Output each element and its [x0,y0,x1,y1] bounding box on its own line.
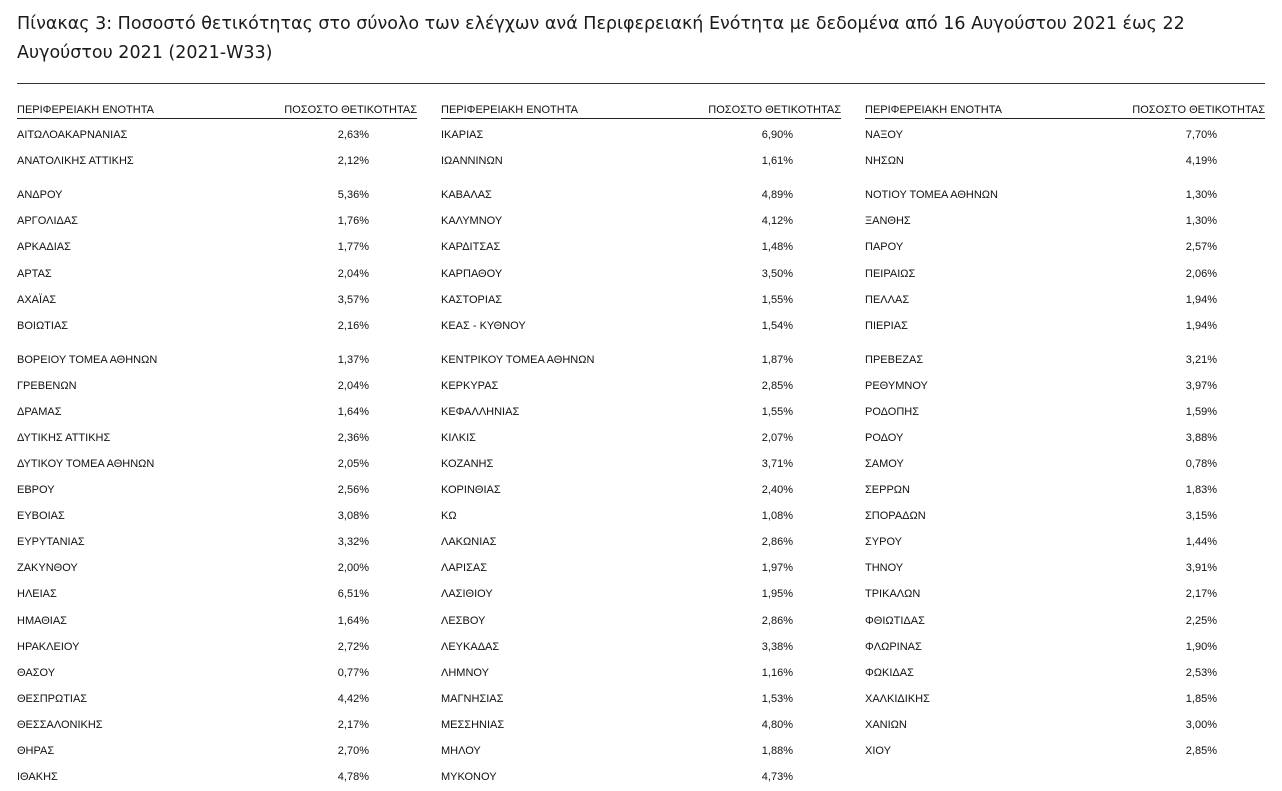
table-row [441,481,841,499]
table-row [441,377,841,395]
region-name: ΘΕΣΣΑΛΟΝΙΚΗΣ [17,719,103,731]
positivity-value: 1,90% [1185,641,1217,653]
table-row [17,429,417,447]
region-name: ΚΑΣΤΟΡΙΑΣ [441,294,503,306]
table-row [441,768,841,786]
table-row [865,351,1265,369]
table-row [865,481,1265,499]
table-row [865,585,1265,603]
region-name: ΝΟΤΙΟΥ ΤΟΜΕΑ ΑΘΗΝΩΝ [865,189,998,201]
region-name: ΙΚΑΡΙΑΣ [441,129,484,141]
table-row [17,533,417,551]
table-row [441,638,841,656]
region-name: ΠΕΛΛΑΣ [865,294,910,306]
positivity-value: 2,57% [1185,241,1217,253]
region-name: ΚΩ [441,510,457,522]
region-name: ΚΟΡΙΝΘΙΑΣ [441,484,501,496]
region-name: ΙΘΑΚΗΣ [17,771,58,783]
positivity-value: 1,44% [1185,536,1217,548]
table-row [441,612,841,630]
positivity-value: 1,76% [337,215,369,227]
positivity-value: 3,21% [1185,354,1217,366]
table-row [865,429,1265,447]
positivity-value: 2,07% [761,432,793,444]
region-name: ΡΕΘΥΜΝΟΥ [865,380,928,392]
table-row [441,403,841,421]
table-row [17,186,417,204]
header-positivity: ΠΟΣΟΣΤΟ ΘΕΤΙΚΟΤΗΤΑΣ [708,104,841,116]
table-row [441,742,841,760]
region-name: ΚΕΝΤΡΙΚΟΥ ΤΟΜΕΑ ΑΘΗΝΩΝ [441,354,595,366]
region-name: ΜΗΛΟΥ [441,745,481,757]
positivity-value: 2,85% [761,380,793,392]
table-row [865,265,1265,283]
region-name: ΝΑΞΟΥ [865,129,903,141]
table-row [441,186,841,204]
table-row [441,455,841,473]
region-name: ΑΡΤΑΣ [17,268,52,280]
region-name: ΚΑΒΑΛΑΣ [441,189,492,201]
region-name: ΙΩΑΝΝΙΝΩΝ [441,155,503,167]
column-header [865,101,1265,119]
region-name: ΣΠΟΡΑΔΩΝ [865,510,926,522]
positivity-value: 2,04% [337,268,369,280]
table-row [441,212,841,230]
region-name: ΑΝΑΤΟΛΙΚΗΣ ΑΤΤΙΚΗΣ [17,155,134,167]
region-name: ΕΥΒΟΙΑΣ [17,510,65,522]
positivity-value: 1,85% [1185,693,1217,705]
region-name: ΚΕΑΣ - ΚΥΘΝΟΥ [441,320,526,332]
region-name: ΑΝΔΡΟΥ [17,189,63,201]
positivity-value: 1,88% [761,745,793,757]
header-region: ΠΕΡΙΦΕΡΕΙΑΚΗ ΕΝΟΤΗΤΑ [441,104,578,116]
positivity-value: 1,53% [761,693,793,705]
positivity-value: 2,36% [337,432,369,444]
table-row [865,664,1265,682]
positivity-value: 2,06% [1185,268,1217,280]
region-name: ΤΗΝΟΥ [865,562,904,574]
region-name: ΜΑΓΝΗΣΙΑΣ [441,693,504,705]
positivity-value: 1,94% [1185,294,1217,306]
positivity-value: 2,72% [337,641,369,653]
header-region: ΠΕΡΙΦΕΡΕΙΑΚΗ ΕΝΟΤΗΤΑ [17,104,154,116]
region-name: ΚΕΦΑΛΛΗΝΙΑΣ [441,406,520,418]
positivity-value: 3,32% [337,536,369,548]
region-name: ΑΙΤΩΛΟΑΚΑΡΝΑΝΙΑΣ [17,129,128,141]
region-name: ΝΗΣΩΝ [865,155,904,167]
positivity-value: 2,05% [337,458,369,470]
table-row [865,291,1265,309]
table-row [441,291,841,309]
region-name: ΒΟΙΩΤΙΑΣ [17,320,69,332]
positivity-value: 1,64% [337,615,369,627]
region-name: ΛΕΣΒΟΥ [441,615,486,627]
positivity-value: 2,85% [1185,745,1217,757]
table-row [865,612,1265,630]
positivity-value: 2,04% [337,380,369,392]
positivity-value: 2,86% [761,615,793,627]
positivity-value: 7,70% [1185,129,1217,141]
region-name: ΠΙΕΡΙΑΣ [865,320,908,332]
positivity-value: 3,00% [1185,719,1217,731]
positivity-value: 3,91% [1185,562,1217,574]
positivity-value: 1,55% [761,294,793,306]
column-header [17,101,417,119]
table-row [865,152,1265,170]
region-name: ΚΑΡΠΑΘΟΥ [441,268,503,280]
table-row [17,585,417,603]
region-name: ΔΥΤΙΚΗΣ ΑΤΤΙΚΗΣ [17,432,111,444]
region-name: ΧΙΟΥ [865,745,891,757]
title-divider [17,83,1265,84]
region-name: ΠΡΕΒΕΖΑΣ [865,354,924,366]
table-row [17,317,417,335]
region-name: ΔΥΤΙΚΟΥ ΤΟΜΕΑ ΑΘΗΝΩΝ [17,458,155,470]
positivity-value: 3,38% [761,641,793,653]
region-name: ΗΜΑΘΙΑΣ [17,615,67,627]
table-row [865,638,1265,656]
positivity-value: 1,95% [761,588,793,600]
region-name: ΜΥΚΟΝΟΥ [441,771,497,783]
positivity-value: 1,30% [1185,189,1217,201]
positivity-value: 3,88% [1185,432,1217,444]
region-name: ΑΡΚΑΔΙΑΣ [17,241,71,253]
positivity-value: 3,57% [337,294,369,306]
positivity-value: 2,16% [337,320,369,332]
positivity-value: 1,64% [337,406,369,418]
table-row [441,716,841,734]
table-row [17,126,417,144]
region-name: ΣΑΜΟΥ [865,458,904,470]
region-name: ΠΑΡΟΥ [865,241,904,253]
region-name: ΔΡΑΜΑΣ [17,406,62,418]
positivity-value: 1,94% [1185,320,1217,332]
region-name: ΣΥΡΟΥ [865,536,903,548]
region-name: ΕΥΡΥΤΑΝΙΑΣ [17,536,85,548]
positivity-value: 4,78% [337,771,369,783]
region-name: ΚΙΛΚΙΣ [441,432,476,444]
table-row [17,638,417,656]
table-row [17,716,417,734]
region-name: ΖΑΚΥΝΘΟΥ [17,562,78,574]
region-name: ΘΑΣΟΥ [17,667,56,679]
positivity-value: 1,61% [761,155,793,167]
table-row [441,317,841,335]
table-row [441,559,841,577]
region-name: ΦΘΙΩΤΙΔΑΣ [865,615,925,627]
positivity-value: 2,25% [1185,615,1217,627]
region-name: ΒΟΡΕΙΟΥ ΤΟΜΕΑ ΑΘΗΝΩΝ [17,354,158,366]
region-name: ΚΑΛΥΜΝΟΥ [441,215,503,227]
table-row [441,265,841,283]
table-row [17,481,417,499]
positivity-value: 4,89% [761,189,793,201]
table-title: Πίνακας 3: Ποσοστό θετικότητας στο σύνολο των ελέγχων ανά Περιφερειακή Ενότητα με δεδομένα από 16 Αυγούστου 2021 έως 22 Αυγούστου 2021 (2021-W33) [17,14,1185,63]
region-name: ΚΕΡΚΥΡΑΣ [441,380,499,392]
positivity-value: 3,15% [1185,510,1217,522]
region-name: ΘΕΣΠΡΩΤΙΑΣ [17,693,88,705]
region-name: ΜΕΣΣΗΝΙΑΣ [441,719,505,731]
positivity-value: 4,19% [1185,155,1217,167]
table-row [17,212,417,230]
table-row [865,403,1265,421]
table-row [865,455,1265,473]
positivity-value: 1,16% [761,667,793,679]
table-row [865,742,1265,760]
positivity-value: 1,83% [1185,484,1217,496]
table-row [865,126,1265,144]
table-row [865,238,1265,256]
positivity-value: 1,54% [761,320,793,332]
table-row [17,690,417,708]
region-name: ΡΟΔΟΥ [865,432,904,444]
table-row [17,403,417,421]
region-name: ΘΗΡΑΣ [17,745,55,757]
table-row [17,768,417,786]
positivity-value: 2,17% [337,719,369,731]
region-name: ΚΑΡΔΙΤΣΑΣ [441,241,501,253]
positivity-value: 1,08% [761,510,793,522]
table-row [17,291,417,309]
region-name: ΛΑΚΩΝΙΑΣ [441,536,497,548]
header-region: ΠΕΡΙΦΕΡΕΙΑΚΗ ΕΝΟΤΗΤΑ [865,104,1002,116]
table-row [17,664,417,682]
positivity-value: 1,48% [761,241,793,253]
column-header [441,101,841,119]
table-row [17,559,417,577]
region-name: ΛΑΣΙΘΙΟΥ [441,588,493,600]
positivity-value: 1,30% [1185,215,1217,227]
positivity-value: 4,73% [761,771,793,783]
table-row [17,742,417,760]
positivity-value: 6,51% [337,588,369,600]
table-row [865,559,1265,577]
positivity-value: 1,77% [337,241,369,253]
region-name: ΛΑΡΙΣΑΣ [441,562,488,574]
region-name: ΗΡΑΚΛΕΙΟΥ [17,641,80,653]
positivity-value: 1,97% [761,562,793,574]
table-row [17,265,417,283]
positivity-value: 0,78% [1185,458,1217,470]
table-row [441,152,841,170]
table-row [865,533,1265,551]
positivity-value: 5,36% [337,189,369,201]
positivity-value: 2,00% [337,562,369,574]
positivity-value: 3,97% [1185,380,1217,392]
region-name: ΑΡΓΟΛΙΔΑΣ [17,215,78,227]
table-row [865,507,1265,525]
region-name: ΕΒΡΟΥ [17,484,55,496]
region-name: ΤΡΙΚΑΛΩΝ [865,588,921,600]
region-name: ΡΟΔΟΠΗΣ [865,406,920,418]
header-positivity: ΠΟΣΟΣΤΟ ΘΕΤΙΚΟΤΗΤΑΣ [1132,104,1265,116]
region-name: ΣΕΡΡΩΝ [865,484,910,496]
table-row [441,126,841,144]
table-row [865,377,1265,395]
table-row [17,238,417,256]
region-name: ΧΑΛΚΙΔΙΚΗΣ [865,693,930,705]
positivity-value: 2,17% [1185,588,1217,600]
region-name: ΛΕΥΚΑΔΑΣ [441,641,500,653]
table-row [17,377,417,395]
table-row [441,585,841,603]
positivity-value: 1,37% [337,354,369,366]
positivity-value: 3,08% [337,510,369,522]
table-row [441,351,841,369]
table-row [441,238,841,256]
table-row [865,186,1265,204]
positivity-value: 6,90% [761,129,793,141]
region-name: ΑΧΑΪΑΣ [17,294,57,306]
positivity-value: 2,12% [337,155,369,167]
region-name: ΗΛΕΙΑΣ [17,588,57,600]
table-row [865,317,1265,335]
table-row [441,690,841,708]
positivity-value: 2,56% [337,484,369,496]
header-positivity: ΠΟΣΟΣΤΟ ΘΕΤΙΚΟΤΗΤΑΣ [284,104,417,116]
table-row [17,351,417,369]
positivity-value: 4,80% [761,719,793,731]
positivity-value: 4,42% [337,693,369,705]
positivity-value: 2,53% [1185,667,1217,679]
region-name: ΠΕΙΡΑΙΩΣ [865,268,916,280]
positivity-value: 1,55% [761,406,793,418]
positivity-value: 4,12% [761,215,793,227]
positivity-value: 0,77% [337,667,369,679]
region-name: ΞΑΝΘΗΣ [865,215,911,227]
region-name: ΦΩΚΙΔΑΣ [865,667,914,679]
positivity-value: 2,86% [761,536,793,548]
table-row [865,212,1265,230]
region-name: ΓΡΕΒΕΝΩΝ [17,380,77,392]
table-row [865,716,1265,734]
positivity-value: 3,71% [761,458,793,470]
table-row [441,507,841,525]
table-row [17,455,417,473]
table-row [865,690,1265,708]
table-row [17,507,417,525]
positivity-value: 2,70% [337,745,369,757]
positivity-value: 1,59% [1185,406,1217,418]
table-row [441,664,841,682]
table-row [441,429,841,447]
region-name: ΛΗΜΝΟΥ [441,667,489,679]
positivity-value: 1,87% [761,354,793,366]
region-name: ΧΑΝΙΩΝ [865,719,907,731]
table-row [17,152,417,170]
positivity-value: 3,50% [761,268,793,280]
table-row [441,533,841,551]
table-row [17,612,417,630]
positivity-value: 2,63% [337,129,369,141]
region-name: ΦΛΩΡΙΝΑΣ [865,641,922,653]
positivity-value: 2,40% [761,484,793,496]
region-name: ΚΟΖΑΝΗΣ [441,458,494,470]
